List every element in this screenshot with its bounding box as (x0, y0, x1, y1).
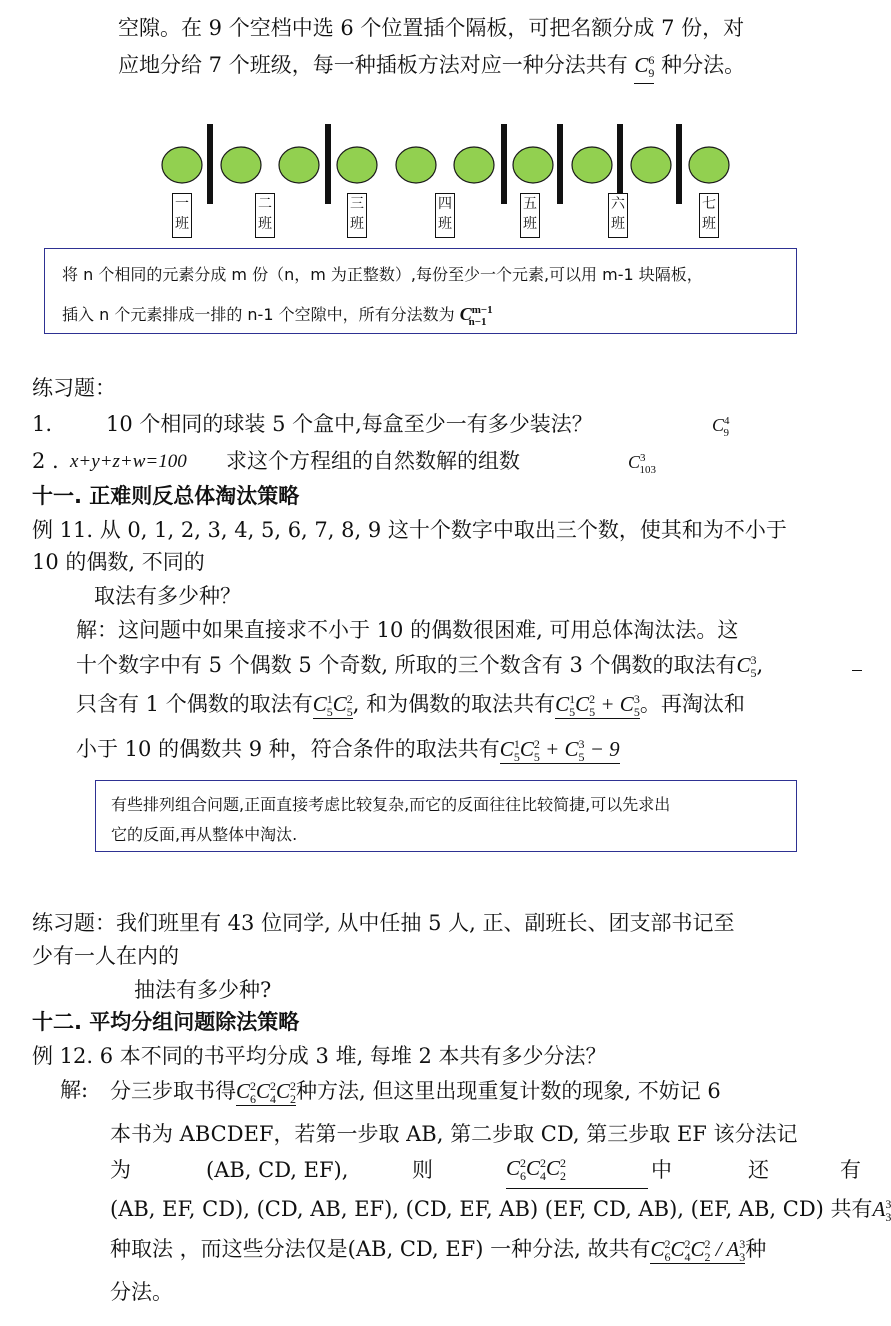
formula-final-answer-11: $C^1_5C^2_5 + C^3_5 - 9$ (499, 737, 620, 765)
rule-box-1-line-2-text: 插入 n 个元素排成一排的 n-1 个空隙中，所有分法数为 (62, 305, 455, 324)
rule-box-1-line-1: 将 n 个相同的元素分成 m 份（n，m 为正整数）,每份至少一个元素,可以用 m-1 块隔板， (62, 265, 703, 284)
rule-box-2-line-2: 它的反面,再从整体中淘汰. (111, 825, 298, 844)
practice-1-q2: 求这个方程组的自然数解的组数 (226, 449, 520, 473)
solution-12-line-3-word-1: 为 (110, 1158, 131, 1182)
solution-12-line-5-text-a: 种取法 ，而这些分法仅是(AB, CD, EF) 一种分法, 故共有 (110, 1237, 651, 1261)
formula-c5-1-c5-2: $C^1_5C^2_5$ (312, 692, 353, 720)
ball-group (162, 147, 729, 183)
practice-2-line-2: 少有一人在内的 (32, 944, 179, 968)
solution-12-line-4 (110, 1198, 891, 1223)
ball (221, 147, 261, 183)
section-11-title: 十一. 正难则反总体淘汰策略 (32, 484, 300, 508)
solution-11-line-4-text: 小于 10 的偶数共 9 种，符合条件的取法共有 (76, 737, 500, 761)
example-12: 例 12. 6 本不同的书平均分成 3 堆, 每堆 2 本共有多少分法？ (32, 1044, 607, 1068)
class-label: 七班 (699, 193, 719, 238)
practice-2-line-3: 抽法有多少种? (134, 978, 272, 1002)
class-label: 一班 (172, 193, 192, 238)
ball (631, 147, 671, 183)
formula-c9-6: $C^6_9$ (634, 53, 654, 84)
solution-12-line-3-word-2: (AB, CD, EF), (206, 1158, 349, 1182)
solution-12-line-6: 分法。 (110, 1280, 173, 1304)
divider-bar (207, 124, 213, 204)
ball (513, 147, 553, 183)
practice-1-title: 练习题： (32, 376, 116, 400)
ball (162, 147, 202, 183)
solution-12-line-1 (110, 1080, 721, 1105)
solution-11-line-3-text-a: 只含有 1 个偶数的取法有 (76, 692, 313, 716)
solution-12-line-1-text-b: 种方法, 但这里出现重复计数的现象, 不妨记 6 (296, 1079, 721, 1103)
divider-bar (501, 124, 507, 204)
example-11-line-2: 10 的偶数, 不同的 (32, 550, 205, 574)
ball (689, 147, 729, 183)
formula-c-n-1-m-1: $C^{m-1}_{n-1}$ (459, 304, 493, 328)
equation-xyzw: x+y+z+w=100 (70, 451, 187, 472)
class-label: 六班 (608, 193, 628, 238)
class-label: 二班 (255, 193, 275, 238)
solution-11-line-2 (76, 654, 763, 679)
answer-c9-4: $C^4_9$ (712, 415, 730, 439)
section-12-title: 十二. 平均分组问题除法策略 (32, 1010, 300, 1034)
practice-2-line-1: 练习题：我们班里有 43 位同学, 从中任抽 5 人, 正、副班长、团支部书记至 (32, 911, 735, 935)
solution-12-line-4-text: (AB, EF, CD), (CD, AB, EF), (CD, EF, AB) (EF, CD, AB), (EF, AB, CD) 共有 (110, 1197, 873, 1221)
intro-line-2 (118, 54, 745, 79)
solution-11-line-2-text: 十个数字中有 5 个偶数 5 个奇数, 所取的三个数含有 3 个偶数的取法有 (76, 653, 737, 677)
solution-12-line-5 (110, 1238, 766, 1263)
divider-bar (676, 124, 682, 204)
ball (454, 147, 494, 183)
solution-11-line-1: 解：这问题中如果直接求不小于 10 的偶数很困难, 可用总体淘汰法。这 (76, 618, 739, 642)
solution-12-line-3-word-3: 则 (412, 1158, 433, 1182)
solution-11-line-3-text-b: , 和为偶数的取法共有 (352, 692, 556, 716)
solution-12-line-3-word-4: 中 (651, 1158, 672, 1182)
answer-c103-3: $C^3_{103}$ (628, 452, 657, 476)
solution-12-line-3-word-6: 有 (840, 1158, 861, 1182)
ball (279, 147, 319, 183)
example-11-line-3: 取法有多少种？ (94, 584, 241, 608)
overline-mark (852, 670, 862, 671)
intro-line-2-end: 种分法。 (661, 53, 746, 77)
divider-bar (617, 124, 623, 204)
solution-11-comma: , (756, 653, 764, 677)
solution-11-line-4 (76, 738, 620, 763)
solution-12-line-3-word-5: 还 (748, 1158, 769, 1182)
practice-1-q1: 10 个相同的球装 5 个盒中,每盒至少一有多少装法？ (106, 412, 593, 436)
intro-line-2-text: 应地分给 7 个班级，每一种插板方法对应一种分法共有 (118, 53, 628, 77)
divider-bar (557, 124, 563, 204)
formula-even-sum: $C^1_5C^2_5 + C^3_5$ (555, 692, 640, 720)
formula-final-answer-12: $C^2_6C^2_4C^2_2 / A^3_3$ (650, 1237, 746, 1265)
rule-box-2-line-1: 有些排列组合问题,正面直接考虑比较复杂,而它的反面往往比较简捷,可以先求出 (111, 795, 671, 814)
rule-box-1-line-2 (62, 302, 493, 328)
class-label: 五班 (520, 193, 540, 238)
practice-1-q1-number: 1. (32, 412, 53, 436)
formula-c6-2-c4-2-c2-2-repeat: $C^2_6C^2_4C^2_2$ (506, 1156, 648, 1189)
formula-c6-2-c4-2-c2-2: $C^2_6C^2_4C^2_2$ (236, 1079, 297, 1107)
intro-line-1: 空隙。在 9 个空档中选 6 个位置插个隔板，可把名额分成 7 份，对 (118, 16, 745, 40)
example-11-line-1: 例 11. 从 0, 1, 2, 3, 4, 5, 6, 7, 8, 9 这十个数字中取出三个数，使其和为不小于 (32, 518, 787, 542)
practice-1-q2-number: 2 . (32, 449, 59, 473)
ball (396, 147, 436, 183)
ball (337, 147, 377, 183)
ball (572, 147, 612, 183)
solution-12-label: 解: (60, 1078, 89, 1102)
solution-12-line-2: 本书为 ABCDEF，若第一步取 AB, 第二步取 CD, 第三步取 EF 该分法记 (110, 1122, 798, 1146)
solution-11-line-3 (76, 693, 745, 718)
formula-a3-3: $A^3_3$ (872, 1197, 891, 1225)
class-label: 三班 (347, 193, 367, 238)
solution-12-line-1-text-a: 分三步取书得 (110, 1079, 236, 1103)
class-label: 四班 (435, 193, 455, 238)
solution-11-line-3-text-c: 。再淘汰和 (639, 692, 745, 716)
solution-12-line-5-text-b: 种 (745, 1237, 767, 1261)
divider-bar (325, 124, 331, 204)
formula-c5-3: $C^3_5$ (736, 653, 757, 681)
